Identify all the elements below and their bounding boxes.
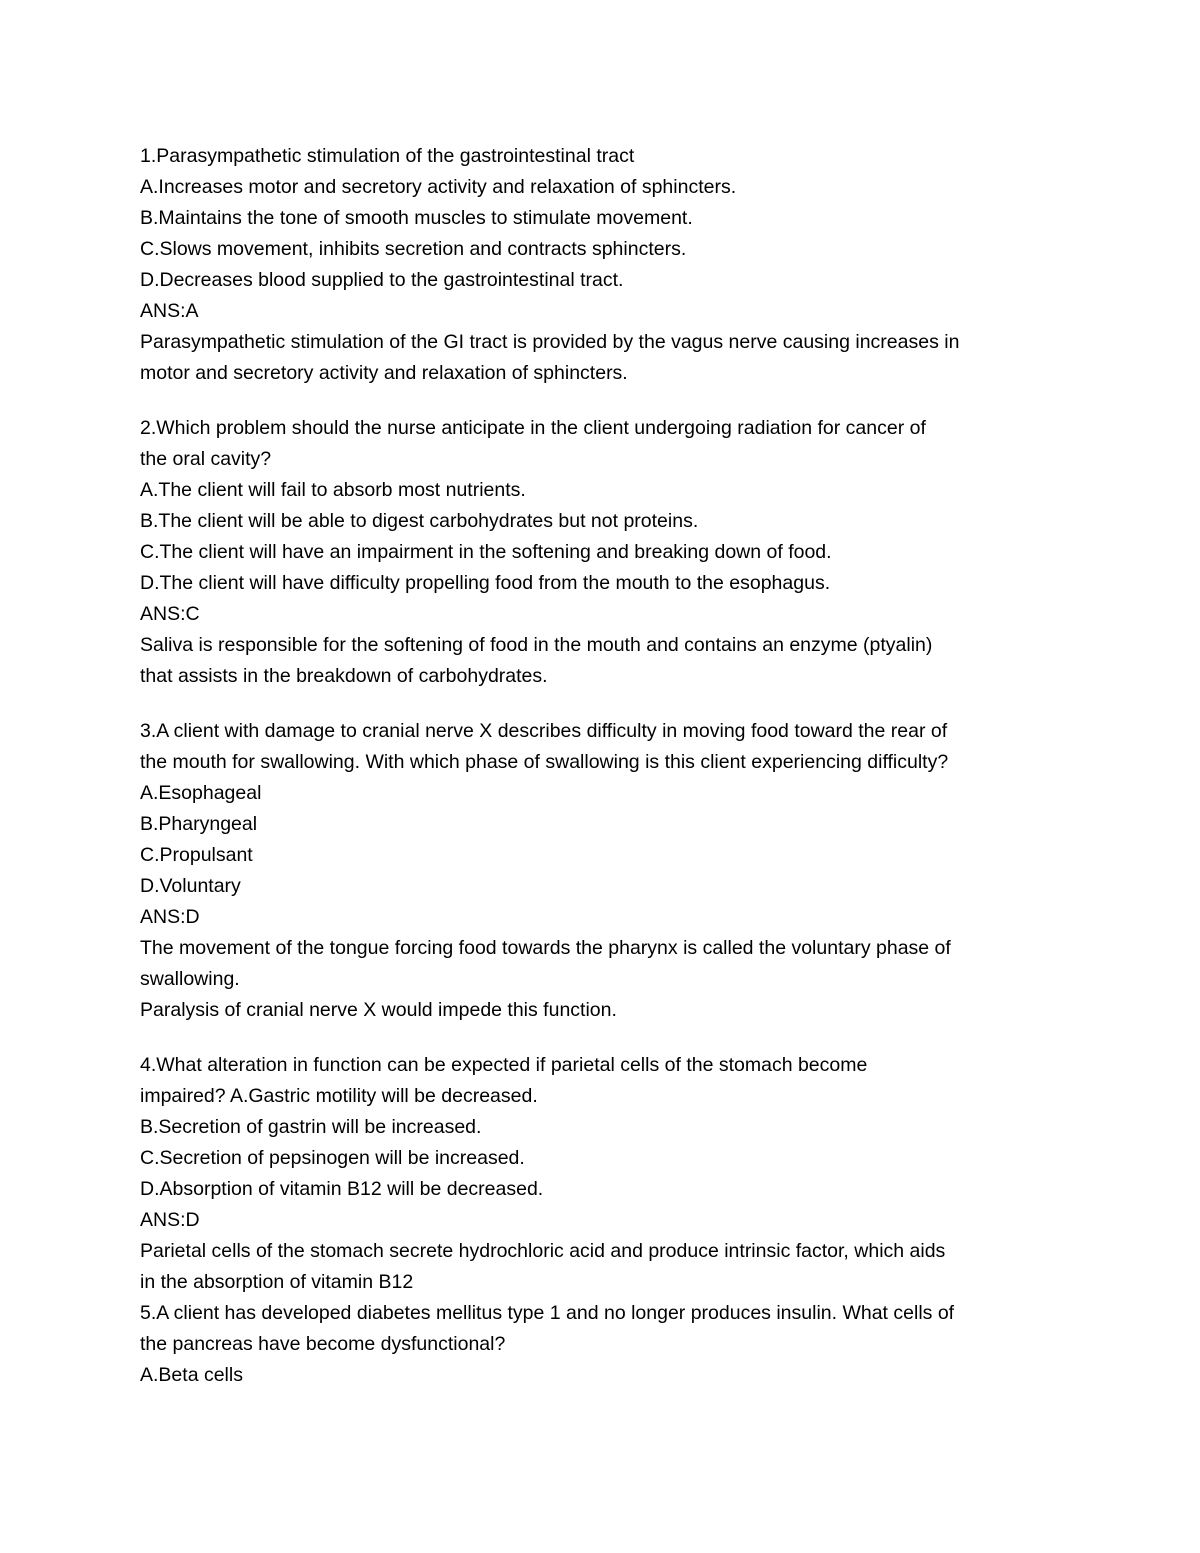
question-3-answer: ANS:D — [140, 906, 200, 928]
question-5-stem-line-2: the pancreas have become dysfunctional? — [140, 1333, 506, 1355]
question-1 — [140, 141, 1070, 389]
question-2-answer: ANS:C — [140, 603, 200, 625]
question-1-option-a: A.Increases motor and secretory activity and relaxation of sphincters. — [140, 176, 737, 198]
question-4-option-b: B.Secretion of gastrin will be increased. — [140, 1116, 482, 1138]
question-1-answer: ANS:A — [140, 300, 199, 322]
question-2-option-b: B.The client will be able to digest carbohydrates but not proteins. — [140, 510, 699, 532]
question-3-stem-line-2: the mouth for swallowing. With which phase of swallowing is this client experiencing difficulty? — [140, 751, 949, 773]
question-3-option-d: D.Voluntary — [140, 875, 241, 897]
question-2-option-c: C.The client will have an impairment in the softening and breaking down of food. — [140, 541, 832, 563]
question-4-rationale-line-2: in the absorption of vitamin B12 — [140, 1271, 414, 1293]
question-4-answer: ANS:D — [140, 1209, 200, 1231]
question-4 — [140, 1050, 1070, 1391]
question-1-stem: 1.Parasympathetic stimulation of the gastrointestinal tract — [140, 145, 635, 167]
question-4-stem-line-1: 4.What alteration in function can be expected if parietal cells of the stomach become — [140, 1054, 868, 1076]
question-1-option-d: D.Decreases blood supplied to the gastrointestinal tract. — [140, 269, 624, 291]
question-2-stem-line-1: 2.Which problem should the nurse anticipate in the client undergoing radiation for cancer of — [140, 417, 926, 439]
question-2 — [140, 413, 1070, 692]
document-body — [140, 141, 1070, 1391]
question-3-rationale-line-1: The movement of the tongue forcing food towards the pharynx is called the voluntary phase of — [140, 937, 951, 959]
question-3 — [140, 716, 1070, 1026]
question-2-rationale-line-1: Saliva is responsible for the softening of food in the mouth and contains an enzyme (ptyalin) — [140, 634, 933, 656]
question-3-rationale-line-3: Paralysis of cranial nerve X would impede this function. — [140, 999, 617, 1021]
question-3-option-c: C.Propulsant — [140, 844, 253, 866]
question-2-option-a: A.The client will fail to absorb most nutrients. — [140, 479, 526, 501]
question-3-option-a: A.Esophageal — [140, 782, 262, 804]
question-1-rationale-line-1: Parasympathetic stimulation of the GI tract is provided by the vagus nerve causing increases in — [140, 331, 960, 353]
question-2-option-d: D.The client will have difficulty propelling food from the mouth to the esophagus. — [140, 572, 831, 594]
question-5-option-a: A.Beta cells — [140, 1364, 243, 1386]
question-3-stem-line-1: 3.A client with damage to cranial nerve X describes difficulty in moving food toward the rear of — [140, 720, 948, 742]
question-4-stem-line-2: impaired? A.Gastric motility will be decreased. — [140, 1085, 538, 1107]
question-1-option-b: B.Maintains the tone of smooth muscles to stimulate movement. — [140, 207, 693, 229]
question-4-option-c: C.Secretion of pepsinogen will be increased. — [140, 1147, 525, 1169]
question-5-stem-line-1: 5.A client has developed diabetes mellitus type 1 and no longer produces insulin. What cells of — [140, 1302, 955, 1324]
question-3-option-b: B.Pharyngeal — [140, 813, 258, 835]
question-2-rationale-line-2: that assists in the breakdown of carbohydrates. — [140, 665, 548, 687]
question-4-rationale-line-1: Parietal cells of the stomach secrete hydrochloric acid and produce intrinsic factor, which aids — [140, 1240, 946, 1262]
question-3-rationale-line-2: swallowing. — [140, 968, 240, 990]
question-4-option-d: D.Absorption of vitamin B12 will be decreased. — [140, 1178, 544, 1200]
question-1-option-c: C.Slows movement, inhibits secretion and contracts sphincters. — [140, 238, 687, 260]
question-2-stem-line-2: the oral cavity? — [140, 448, 272, 470]
question-1-rationale-line-2: motor and secretory activity and relaxation of sphincters. — [140, 362, 628, 384]
